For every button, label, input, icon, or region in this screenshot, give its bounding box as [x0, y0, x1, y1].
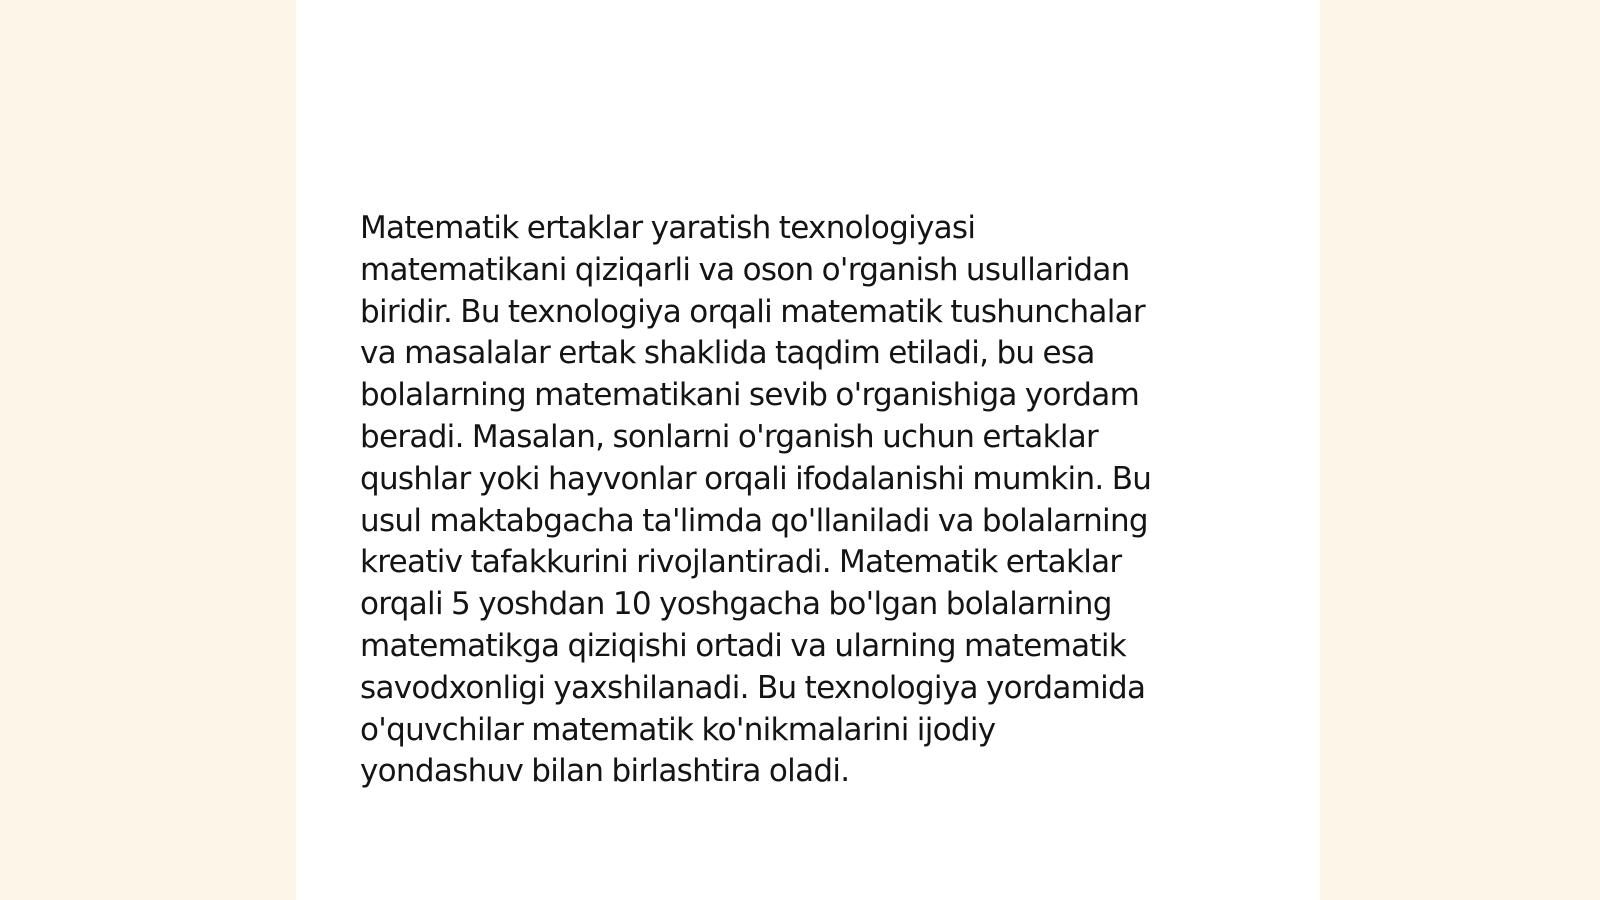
paragraph-line: usul maktabgacha ta'limda qo'llaniladi va bolalarning — [360, 502, 1148, 539]
paragraph-line: o'quvchilar matematik ko'nikmalarini ijodiy — [360, 711, 996, 748]
paragraph-line: beradi. Masalan, sonlarni o'rganish uchun ertaklar — [360, 418, 1099, 455]
paragraph-line: matematikga qiziqishi ortadi va ularning matematik — [360, 627, 1127, 664]
paragraph-line: yondashuv bilan birlashtira oladi. — [360, 753, 850, 790]
paragraph-line: bolalarning matematikani sevib o'rganishiga yordam — [360, 377, 1140, 414]
paragraph-line: kreativ tafakkurini rivojlantiradi. Matematik ertaklar — [360, 544, 1122, 581]
paragraph-line: orqali 5 yoshdan 10 yoshgacha bo'lgan bolalarning — [360, 586, 1112, 623]
document-page — [296, 0, 1320, 900]
body-paragraph — [360, 208, 1260, 793]
paragraph-line: biridir. Bu texnologiya orqali matematik tushunchalar — [360, 293, 1145, 330]
paragraph-line: va masalalar ertak shaklida taqdim etiladi, bu esa — [360, 335, 1095, 372]
paragraph-line: savodxonligi yaxshilanadi. Bu texnologiya yordamida — [360, 669, 1146, 706]
paragraph-line: qushlar yoki hayvonlar orqali ifodalanishi mumkin. Bu — [360, 460, 1152, 497]
paragraph-line: matematikani qiziqarli va oson o'rganish usullaridan — [360, 251, 1130, 288]
paragraph-line: Matematik ertaklar yaratish texnologiyasi — [360, 210, 976, 246]
